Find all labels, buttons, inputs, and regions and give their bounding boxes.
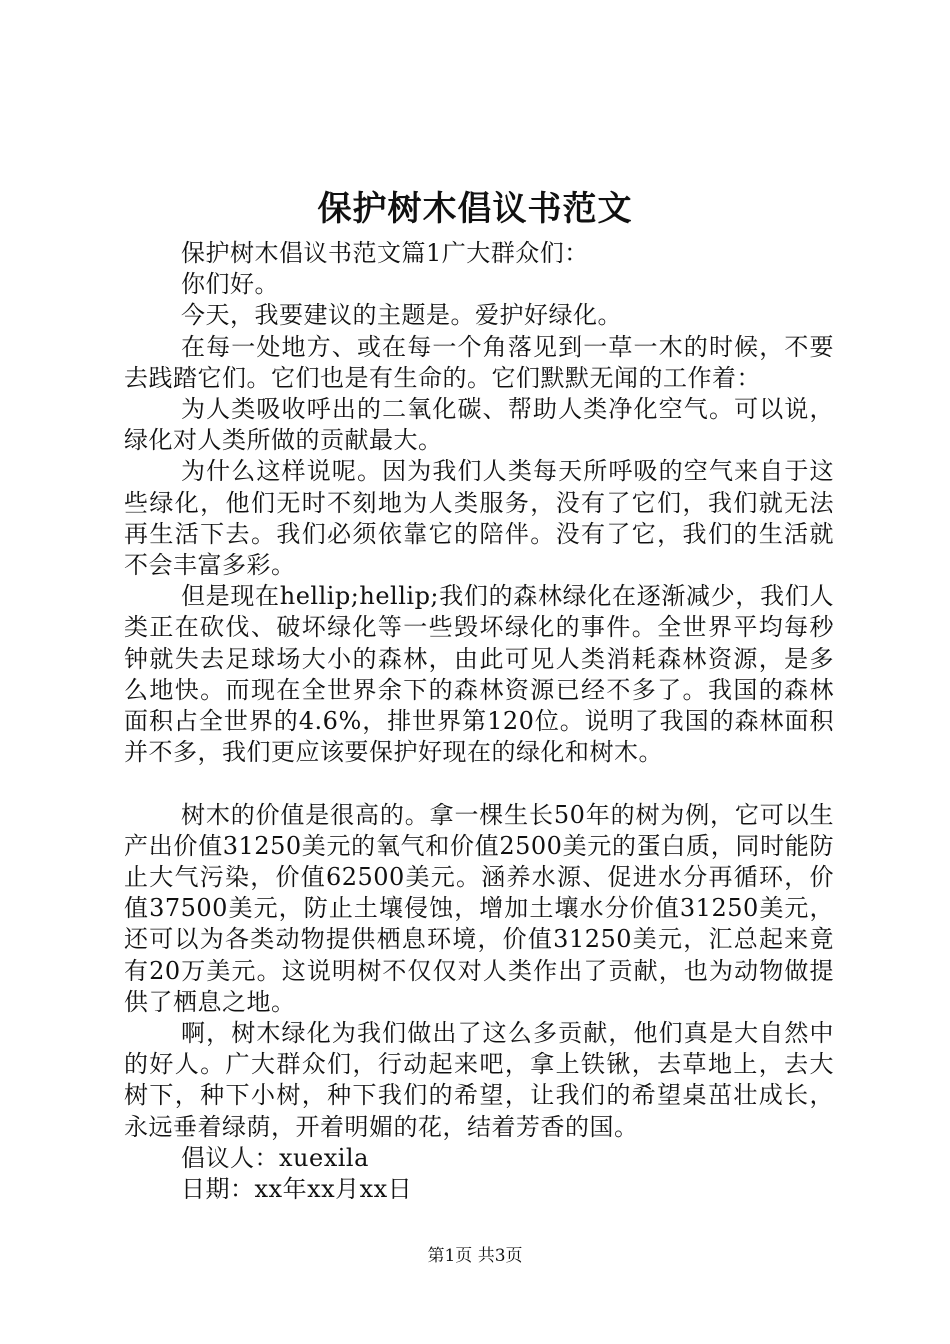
signature-line: 倡议人：xuexila xyxy=(181,1143,369,1172)
paragraph-spacer xyxy=(124,768,834,799)
page-footer: 第1页 共3页 xyxy=(427,1246,523,1266)
document-title: 保护树木倡议书范文 xyxy=(317,189,633,229)
paragraph-greeting: 你们好。 xyxy=(181,270,279,299)
document-body xyxy=(124,238,834,1205)
paragraph-dont-trample: 在每一处地方、或在每一个角落见到一草一木的时候，不要去践踏它们。它们也是有生命的。它们默默无闻的工作着： xyxy=(124,332,834,392)
paragraph-why: 为什么这样说呢。因为我们人类每天所呼吸的空气来自于这些绿化，他们无时不刻地为人类服务，没有了它们，我们就无法再生活下去。我们必须依靠它的陪伴。没有了它，我们的生活就不会丰富多彩。 xyxy=(124,457,834,580)
paragraph-forest-decline: 但是现在hellip;hellip;我们的森林绿化在逐渐减少，我们人类正在砍伐、破坏绿化等一些毁坏绿化的事件。全世界平均每秒钟就失去足球场大小的森林，由此可见人类消耗森林资源，是多么地快。而现在全世界余下的森林资源已经不多了。我国的森林面积占全世界的4.6%，排世界第120位。说明了我国的森林面积并不多，我们更应该要保护好现在的绿化和树木。 xyxy=(124,582,834,767)
date-line: 日期：xx年xx月xx日 xyxy=(181,1175,413,1204)
paragraph-tree-value: 树木的价值是很高的。拿一棵生长50年的树为例，它可以生产出价值31250美元的氧气和价值2500美元的蛋白质，同时能防止大气污染，价值62500美元。涵养水源、促进水分再循环，价值37500美元，防止土壤侵蚀，增加土壤水分价值31250美元，还可以为各类动物提供栖息环境，价值31250美元，汇总起来竟有20万美元。这说明树不仅仅对人类作出了贡献，也为动物做提供了栖息之地。 xyxy=(124,800,834,1016)
paragraph-purify-air: 为人类吸收呼出的二氧化碳、帮助人类净化空气。可以说，绿化对人类所做的贡献最大。 xyxy=(124,395,834,455)
paragraph-call-to-action: 啊，树木绿化为我们做出了这么多贡献，他们真是大自然中的好人。广大群众们，行动起来吧，拿上铁锹，去草地上，去大树下，种下小树，种下我们的希望，让我们的希望桌茁壮成长，永远垂着绿荫，开着明媚的花，结着芳香的国。 xyxy=(124,1019,834,1141)
paragraph-greeting-heading: 保护树木倡议书范文篇1广大群众们： xyxy=(181,239,589,267)
paragraph-theme: 今天，我要建议的主题是。爱护好绿化。 xyxy=(181,301,622,330)
